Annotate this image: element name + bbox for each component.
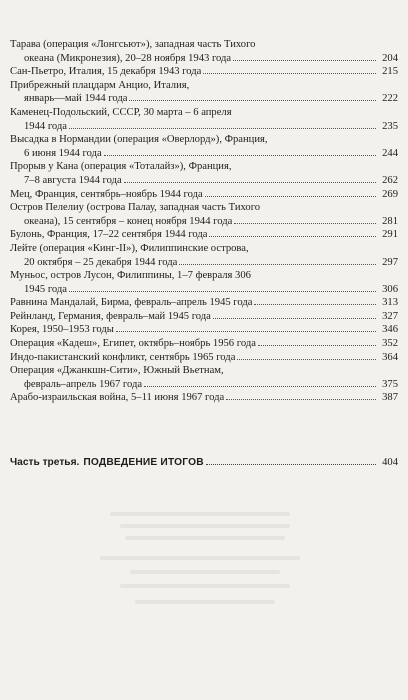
- toc-entry-title: Мец, Франция, сентябрь–ноябрь 1944 года: [10, 188, 203, 200]
- toc-entry-line: [10, 283, 398, 297]
- toc-entry-line: [10, 351, 398, 365]
- page-number: 387: [382, 392, 398, 404]
- toc-entry-line: [10, 242, 398, 256]
- page-number: 364: [382, 351, 398, 363]
- show-through-mark: [100, 556, 300, 560]
- toc-entry-title: 1945 года: [24, 283, 68, 295]
- toc-entry-title: 7–8 августа 1944 года: [24, 174, 122, 186]
- toc-entry: [10, 38, 398, 65]
- part-label: Часть третья.: [10, 457, 80, 468]
- toc-entry-line: [10, 215, 398, 229]
- toc-entry: [10, 364, 398, 391]
- toc-entry-title: Операция «Джанкшн-Сити», Южный Вьетнам,: [10, 365, 224, 377]
- toc-entry-line: [10, 52, 398, 66]
- page-number: 346: [382, 324, 398, 336]
- page-number: 215: [382, 66, 398, 78]
- page-number: 297: [382, 256, 398, 268]
- part-three-heading: [10, 457, 398, 468]
- leader-dots: [254, 303, 376, 305]
- page-number: 404: [382, 457, 398, 468]
- toc-entry-title: февраль–апрель 1967 года: [24, 378, 143, 390]
- toc-entry-title: Корея, 1950–1953 годы: [10, 324, 114, 336]
- page-number: 352: [382, 338, 398, 350]
- toc-entry-line: [10, 337, 398, 351]
- toc-entry-title: океана (Микронезия), 20–28 ноября 1943 года: [24, 52, 232, 64]
- page-number: 327: [382, 310, 398, 322]
- toc-entry-line: [10, 310, 398, 324]
- toc-entry-line: [10, 160, 398, 174]
- toc-entry: [10, 79, 398, 106]
- toc-entry-title: Булонь, Франция, 17–22 сентября 1944 года: [10, 229, 208, 241]
- toc-entry-title: Прорыв у Кана (операция «Тоталайз»), Франция,: [10, 161, 232, 173]
- toc-entry: [10, 391, 398, 405]
- toc-entry-line: [10, 174, 398, 188]
- toc-entry: [10, 269, 398, 296]
- toc-entry-line: [10, 133, 398, 147]
- toc-entry-title: январь—май 1944 года: [24, 93, 128, 105]
- page-number: 306: [382, 283, 398, 295]
- leader-dots: [179, 263, 376, 265]
- toc-entry: [10, 242, 398, 269]
- toc-entry-line: [10, 201, 398, 215]
- toc-entry-title: Индо-пакистанский конфликт, сентябрь 1965 года: [10, 351, 236, 363]
- leader-dots: [234, 222, 376, 224]
- toc-entry: [10, 133, 398, 160]
- toc-entry: [10, 296, 398, 310]
- leader-dots: [144, 385, 376, 387]
- toc-entry-title: 6 июня 1944 года: [24, 147, 102, 159]
- leader-dots: [209, 235, 376, 237]
- page-number: 204: [382, 52, 398, 64]
- page-number: 281: [382, 215, 398, 227]
- page-number: 375: [382, 378, 398, 390]
- toc-entry: [10, 337, 398, 351]
- toc-entry-line: [10, 79, 398, 93]
- toc-entry-title: 1944 года: [24, 120, 68, 132]
- toc-entry-line: [10, 106, 398, 120]
- show-through-mark: [130, 570, 280, 574]
- toc-entry-title: 20 октября – 25 декабря 1944 года: [24, 256, 178, 268]
- toc-entry-title: Сан-Пьетро, Италия, 15 декабря 1943 года: [10, 66, 202, 78]
- toc-entry-title: Тарава (операция «Лонгсьют»), западная часть Тихого: [10, 39, 256, 50]
- toc-entry-line: [10, 120, 398, 134]
- show-through-mark: [120, 584, 290, 588]
- toc-entry-title: Высадка в Нормандии (операция «Оверлорд»), Франция,: [10, 134, 268, 146]
- toc-entry-line: [10, 364, 398, 378]
- table-of-contents: [10, 38, 398, 405]
- leader-dots: [233, 59, 376, 61]
- leader-dots: [213, 317, 376, 319]
- leader-dots: [104, 154, 376, 156]
- leader-dots: [116, 330, 376, 332]
- leader-dots: [124, 181, 376, 183]
- toc-entry-line: [10, 188, 398, 202]
- toc-entry-title: Арабо-израильская война, 5–11 июня 1967 года: [10, 392, 225, 404]
- toc-entry: [10, 351, 398, 365]
- leader-dots: [205, 195, 376, 197]
- part-title: ПОДВЕДЕНИЕ ИТОГОВ: [83, 457, 204, 468]
- toc-entry-title: Операция «Кадеш», Египет, октябрь–ноябрь 1956 года: [10, 338, 256, 350]
- toc-entry: [10, 160, 398, 187]
- toc-entry-line: [10, 378, 398, 392]
- toc-entry: [10, 65, 398, 79]
- toc-entry: [10, 310, 398, 324]
- toc-entry: [10, 201, 398, 228]
- show-through-mark: [110, 512, 290, 516]
- toc-entry-title: Каменец-Подольский, СССР, 30 марта – 6 апреля: [10, 106, 232, 118]
- toc-entry-title: Остров Пелелиу (острова Палау, западная часть Тихого: [10, 202, 261, 214]
- page-number: 222: [382, 93, 398, 105]
- toc-entry-line: [10, 391, 398, 405]
- leader-dots: [69, 290, 376, 292]
- toc-entry-line: [10, 296, 398, 310]
- page-number: 244: [382, 147, 398, 159]
- toc-entry-line: [10, 92, 398, 106]
- toc-entry-line: [10, 228, 398, 242]
- toc-entry-line: [10, 323, 398, 337]
- show-through-mark: [135, 600, 275, 604]
- page-number: 269: [382, 188, 398, 200]
- toc-entry-title: океана), 15 сентября – конец ноября 1944 года: [24, 215, 233, 227]
- toc-entry-title: Муньос, остров Лусон, Филиппины, 1–7 февраля 306: [10, 270, 251, 282]
- toc-entry: [10, 228, 398, 242]
- toc-entry-title: Лейте (операция «Кинг-II»), Филиппинские острова,: [10, 242, 249, 254]
- page-number: 262: [382, 174, 398, 186]
- toc-entry: [10, 323, 398, 337]
- toc-entry: [10, 188, 398, 202]
- leader-dots: [69, 127, 376, 129]
- toc-entry-title: Прибрежный плацдарм Анцио, Италия,: [10, 79, 190, 91]
- toc-entry-line: [10, 38, 398, 52]
- toc-entry-title: Равнина Мандалай, Бирма, февраль–апрель 1945 года: [10, 297, 253, 309]
- toc-entry-line: [10, 256, 398, 270]
- toc-entry-line: [10, 147, 398, 161]
- toc-entry-line: [10, 269, 398, 283]
- toc-entry-line: [10, 65, 398, 79]
- page-number: 291: [382, 229, 398, 241]
- leader-dots: [129, 99, 376, 101]
- show-through-mark: [125, 536, 285, 540]
- leader-dots: [226, 398, 376, 400]
- leader-dots: [203, 72, 376, 74]
- page-number: 235: [382, 120, 398, 132]
- leader-dots: [206, 463, 376, 465]
- page-number: 313: [382, 297, 398, 309]
- toc-entry: [10, 106, 398, 133]
- leader-dots: [258, 344, 376, 346]
- show-through-mark: [120, 524, 290, 528]
- leader-dots: [237, 358, 376, 360]
- toc-entry-title: Рейнланд, Германия, февраль–май 1945 года: [10, 310, 211, 322]
